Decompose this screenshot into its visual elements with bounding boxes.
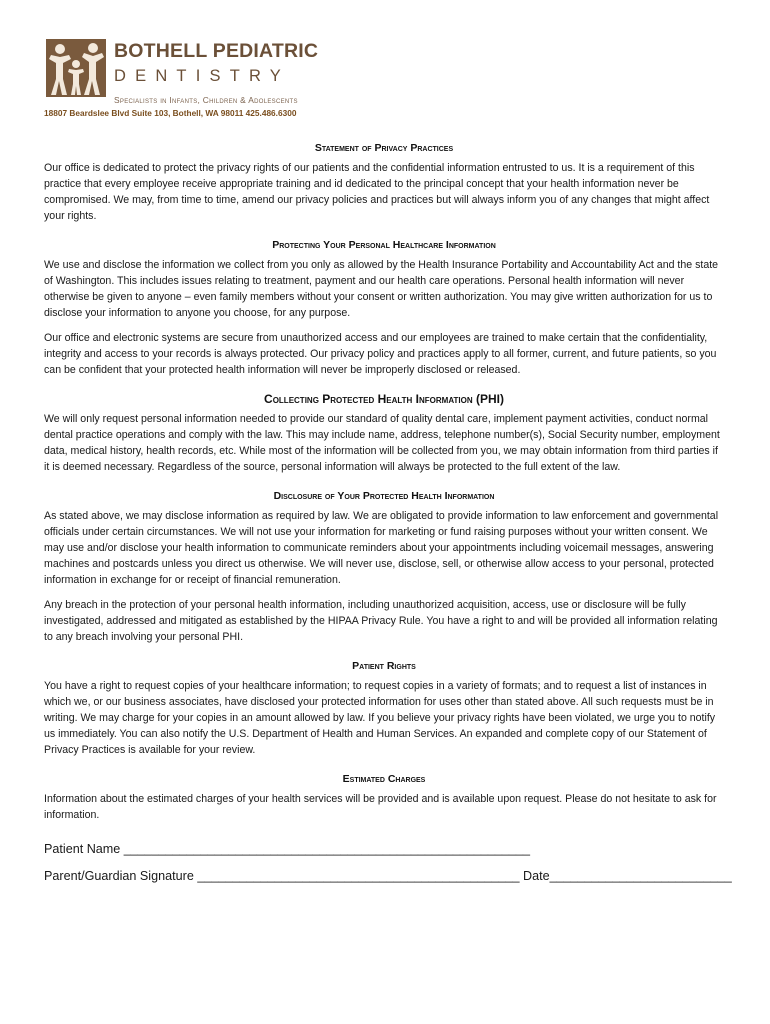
heading-protecting: Protecting Your Personal Healthcare Information xyxy=(272,239,496,251)
collecting-paragraph: We will only request personal information needed to provide our standard of quality dental care, implement payment activities, conduct normal dental practice operations and comply with the law. This may include name, address, telephone number(s), Social Security number, employment data, medical history, health records, etc. While most of the information will be collected from you, we may obtain information from third parties if it is deemed necessary. Regardless of the source, personal information will always be protected to the full extent of the law. xyxy=(44,413,720,473)
practice-address: 18807 Beardslee Blvd Suite 103, Bothell, WA 98011 425.486.6300 xyxy=(44,108,297,118)
disclosure-paragraph-2: Any breach in the protection of your personal health information, including unauthorized acquisition, access, use or disclosure will be fully investigated, addressed and mitigated as established by the HIPAA Privacy Rule. You have a right to and will be provided all information relating to any breach involving your personal PHI. xyxy=(44,599,718,643)
guardian-signature-line[interactable]: Parent/Guardian Signature ______________________________________________ Date__________________________ xyxy=(44,869,732,883)
protecting-paragraph-2: Our office and electronic systems are secure from unauthorized access and our employees are trained to make certain that the confidentiality, integrity and access to your records is always protected. Our privacy policy and practices apply to all former, current, and future patients, so you can be confident that your protected health information will never be improperly disclosed or released. xyxy=(44,332,717,376)
heading-collecting: Collecting Protected Health Information (PHI) xyxy=(264,392,504,406)
disclosure-paragraph-1: As stated above, we may disclose information as required by law. We are obligated to provide information to law enforcement and governmental officials under certain circumstances. We will not use your information for marketing or fund raising purposes without your written consent. We may use and/or disclose your health information to communicate reminders about your appointments including voicemail messages, answering machines and postcards unless you direct us otherwise. We will never use, disclose, sell, or otherwise allow access to your personal, protected information in exchange for or receipt of financial remuneration. xyxy=(44,510,719,586)
practice-tagline: Specialists in Infants, Children & Adolescents xyxy=(114,95,298,105)
practice-name: BOTHELL PEDIATRIC xyxy=(114,40,319,62)
heading-charges: Estimated Charges xyxy=(342,773,426,785)
privacy-paragraph: Our office is dedicated to protect the privacy rights of our patients and the confidential information entrusted to us. It is a requirement of this practice that every employee receive appropriate training and id dedicated to the principal concept that your health information never be compromised. We may, from time to time, amend our privacy policies and practices but will always inform you of any changes that might affect your rights. xyxy=(44,162,710,222)
heading-rights: Patient Rights xyxy=(352,660,416,672)
heading-privacy: Statement of Privacy Practices xyxy=(314,142,454,154)
practice-subname: DENTISTRY xyxy=(114,67,291,85)
rights-paragraph: You have a right to request copies of your healthcare information; to request copies in a variety of formats; and to request a list of instances in which we, or our business associates, have disclosed your protected information for uses other than stated above. All such requests must be in writing. We may charge for your copies in an amount allowed by law. If you believe your privacy rights have been violated, we urge you to notify us immediately. You can also notify the U.S. Department of Health and Human Services. An expanded and complete copy of our Statement of Privacy Practices is available for your review. xyxy=(44,680,716,756)
protecting-paragraph-1: We use and disclose the information we collect from you only as allowed by the Health Insurance Portability and Accountability Act and the state of Washington. This includes issues relating to treatment, payment and our health care operations. Personal health information will never otherwise be given to anyone – even family members without your consent or written authorization. You may give written authorization for us to disclose your information to anyone you choose, for any purpose. xyxy=(44,259,719,319)
document-body xyxy=(44,141,732,884)
charges-paragraph: Information about the estimated charges of your health services will be provided and is available upon request. Please do not hesitate to ask for information. xyxy=(44,793,717,821)
patient-name-line[interactable]: Patient Name __________________________________________________________ xyxy=(44,842,531,856)
heading-disclosure: Disclosure of Your Protected Health Information xyxy=(273,490,495,502)
letterhead xyxy=(44,38,334,122)
family-figures-icon xyxy=(46,39,106,97)
